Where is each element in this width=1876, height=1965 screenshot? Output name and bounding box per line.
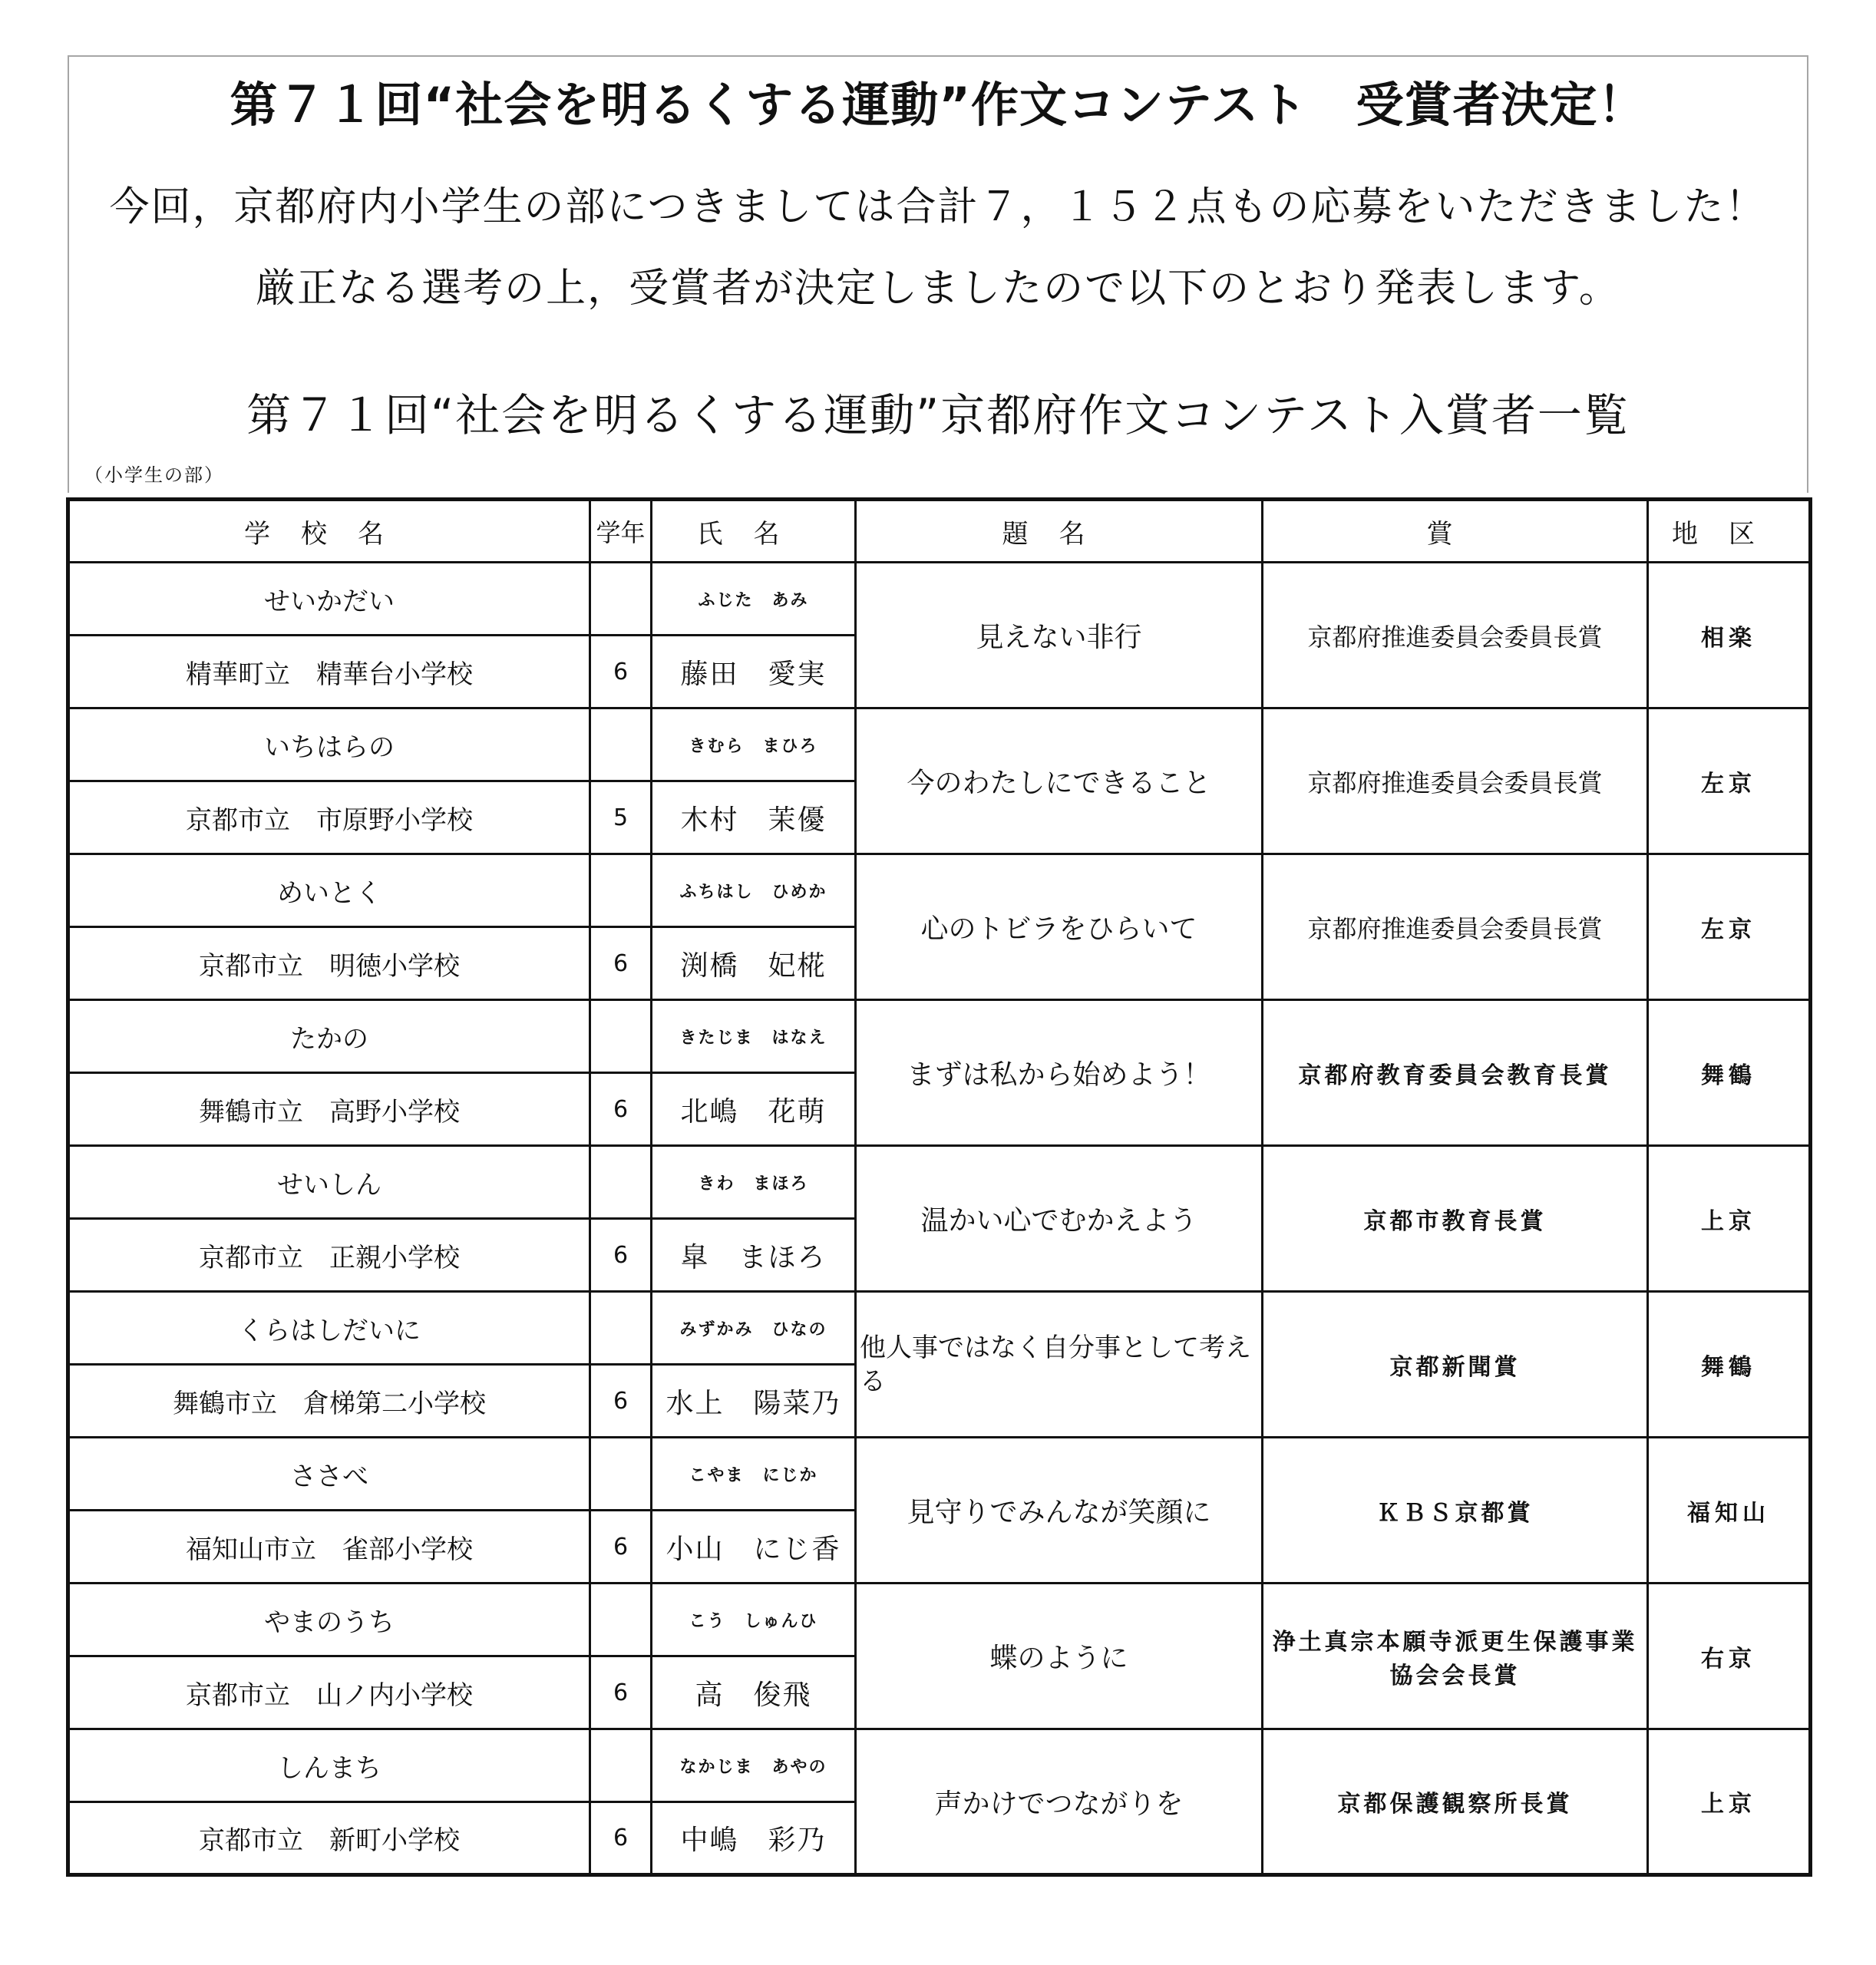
- table-row: [68, 1000, 1811, 1073]
- name-kana: きわ まほろ: [652, 1146, 856, 1219]
- essay-title: 温かい心でむかえよう: [856, 1146, 1263, 1292]
- grade: 6: [590, 1219, 652, 1292]
- school-kana: しんまち: [68, 1729, 590, 1802]
- column-header-prize: 賞: [1263, 500, 1648, 563]
- column-header-region: 地区: [1648, 500, 1811, 563]
- prize: ＫＢＳ京都賞: [1263, 1438, 1648, 1584]
- region: 舞鶴: [1648, 1292, 1811, 1438]
- section-label: （小学生の部）: [84, 464, 224, 486]
- name-kana: ふちはし ひめか: [652, 854, 856, 927]
- grade: 6: [590, 927, 652, 1000]
- school-name: 舞鶴市立 倉梯第二小学校: [68, 1365, 590, 1438]
- intro-line-2: 厳正なる選考の上，受賞者が決定しましたので以下のとおり発表します。: [256, 266, 1620, 312]
- prize: 京都府教育委員会教育長賞: [1263, 1000, 1648, 1146]
- table-row: [68, 1729, 1811, 1802]
- headline: 第７１回“社会を明るくする運動”作文コンテスト 受賞者決定！: [230, 77, 1646, 133]
- school-kana: せいしん: [68, 1146, 590, 1219]
- grade-blank: [590, 708, 652, 781]
- grade-blank: [590, 1146, 652, 1219]
- grade: 6: [590, 1365, 652, 1438]
- table-row: [68, 1292, 1811, 1365]
- grade: 6: [590, 1073, 652, 1146]
- grade-blank: [590, 563, 652, 636]
- school-name: 京都市立 山ノ内小学校: [68, 1656, 590, 1729]
- column-header-grade: 学年: [590, 500, 652, 563]
- essay-title: 今のわたしにできること: [856, 708, 1263, 854]
- name-kana: きむら まひろ: [652, 708, 856, 781]
- table-row: [68, 708, 1811, 781]
- region: 福知山: [1648, 1438, 1811, 1584]
- essay-title: まずは私から始めよう！: [856, 1000, 1263, 1146]
- essay-title: 声かけでつながりを: [856, 1729, 1263, 1875]
- essay-title: 見えない非行: [856, 563, 1263, 708]
- table-row: [68, 1584, 1811, 1656]
- school-name: 精華町立 精華台小学校: [68, 636, 590, 708]
- student-name: 水上 陽菜乃: [652, 1365, 856, 1438]
- grade-blank: [590, 1729, 652, 1802]
- prize: 浄土真宗本願寺派更生保護事業協会会長賞: [1263, 1584, 1648, 1729]
- student-name: 小山 にじ香: [652, 1511, 856, 1584]
- school-name: 京都市立 明徳小学校: [68, 927, 590, 1000]
- grade: 6: [590, 1802, 652, 1875]
- awards-table: [66, 497, 1812, 1877]
- school-kana: たかの: [68, 1000, 590, 1073]
- table-row: [68, 1438, 1811, 1511]
- grade-blank: [590, 1292, 652, 1365]
- prize: 京都府推進委員会委員長賞: [1263, 854, 1648, 1000]
- grade-blank: [590, 1000, 652, 1073]
- school-name: 京都市立 新町小学校: [68, 1802, 590, 1875]
- list-title: 第７１回“社会を明るくする運動”京都府作文コンテスト入賞者一覧: [246, 389, 1630, 441]
- essay-title: 見守りでみんなが笑顔に: [856, 1438, 1263, 1584]
- prize: 京都府推進委員会委員長賞: [1263, 708, 1648, 854]
- table-header-row: [68, 500, 1811, 563]
- region: 左京: [1648, 708, 1811, 854]
- grade: 6: [590, 1656, 652, 1729]
- school-kana: くらはしだいに: [68, 1292, 590, 1365]
- prize: 京都新聞賞: [1263, 1292, 1648, 1438]
- school-name: 京都市立 市原野小学校: [68, 781, 590, 854]
- grade-blank: [590, 1438, 652, 1511]
- student-name: 中嶋 彩乃: [652, 1802, 856, 1875]
- column-header-title: 題名: [856, 500, 1263, 563]
- school-kana: いちはらの: [68, 708, 590, 781]
- prize: 京都保護観察所長賞: [1263, 1729, 1648, 1875]
- student-name: 藤田 愛実: [652, 636, 856, 708]
- grade-blank: [590, 854, 652, 927]
- school-kana: やまのうち: [68, 1584, 590, 1656]
- region: 舞鶴: [1648, 1000, 1811, 1146]
- column-header-name: 氏名: [652, 500, 856, 563]
- essay-title: 蝶のように: [856, 1584, 1263, 1729]
- school-name: 舞鶴市立 高野小学校: [68, 1073, 590, 1146]
- region: 上京: [1648, 1729, 1811, 1875]
- column-header-school: 学校名: [68, 500, 590, 563]
- intro-line-1: 今回，京都府内小学生の部につきましては合計７，１５２点もの応募をいただきました！: [109, 184, 1767, 230]
- name-kana: ふじた あみ: [652, 563, 856, 636]
- grade: 6: [590, 1511, 652, 1584]
- student-name: 皐 まほろ: [652, 1219, 856, 1292]
- school-name: 京都市立 正親小学校: [68, 1219, 590, 1292]
- awards-table-body: [68, 563, 1811, 1875]
- grade: 5: [590, 781, 652, 854]
- table-row: [68, 854, 1811, 927]
- table-row: [68, 1146, 1811, 1219]
- table-row: [68, 563, 1811, 636]
- student-name: 北嶋 花萌: [652, 1073, 856, 1146]
- name-kana: みずかみ ひなの: [652, 1292, 856, 1365]
- name-kana: こやま にじか: [652, 1438, 856, 1511]
- name-kana: きたじま はなえ: [652, 1000, 856, 1073]
- grade-blank: [590, 1584, 652, 1656]
- student-name: 木村 茉優: [652, 781, 856, 854]
- essay-title: 他人事ではなく自分事として考える: [856, 1292, 1263, 1438]
- name-kana: なかじま あやの: [652, 1729, 856, 1802]
- student-name: 高 俊飛: [652, 1656, 856, 1729]
- essay-title: 心のトビラをひらいて: [856, 854, 1263, 1000]
- region: 相楽: [1648, 563, 1811, 708]
- name-kana: こう しゅんひ: [652, 1584, 856, 1656]
- school-kana: ささべ: [68, 1438, 590, 1511]
- prize: 京都市教育長賞: [1263, 1146, 1648, 1292]
- school-name: 福知山市立 雀部小学校: [68, 1511, 590, 1584]
- region: 上京: [1648, 1146, 1811, 1292]
- region: 左京: [1648, 854, 1811, 1000]
- prize: 京都府推進委員会委員長賞: [1263, 563, 1648, 708]
- region: 右京: [1648, 1584, 1811, 1729]
- school-kana: めいとく: [68, 854, 590, 927]
- grade: 6: [590, 636, 652, 708]
- student-name: 渕橋 妃椛: [652, 927, 856, 1000]
- school-kana: せいかだい: [68, 563, 590, 636]
